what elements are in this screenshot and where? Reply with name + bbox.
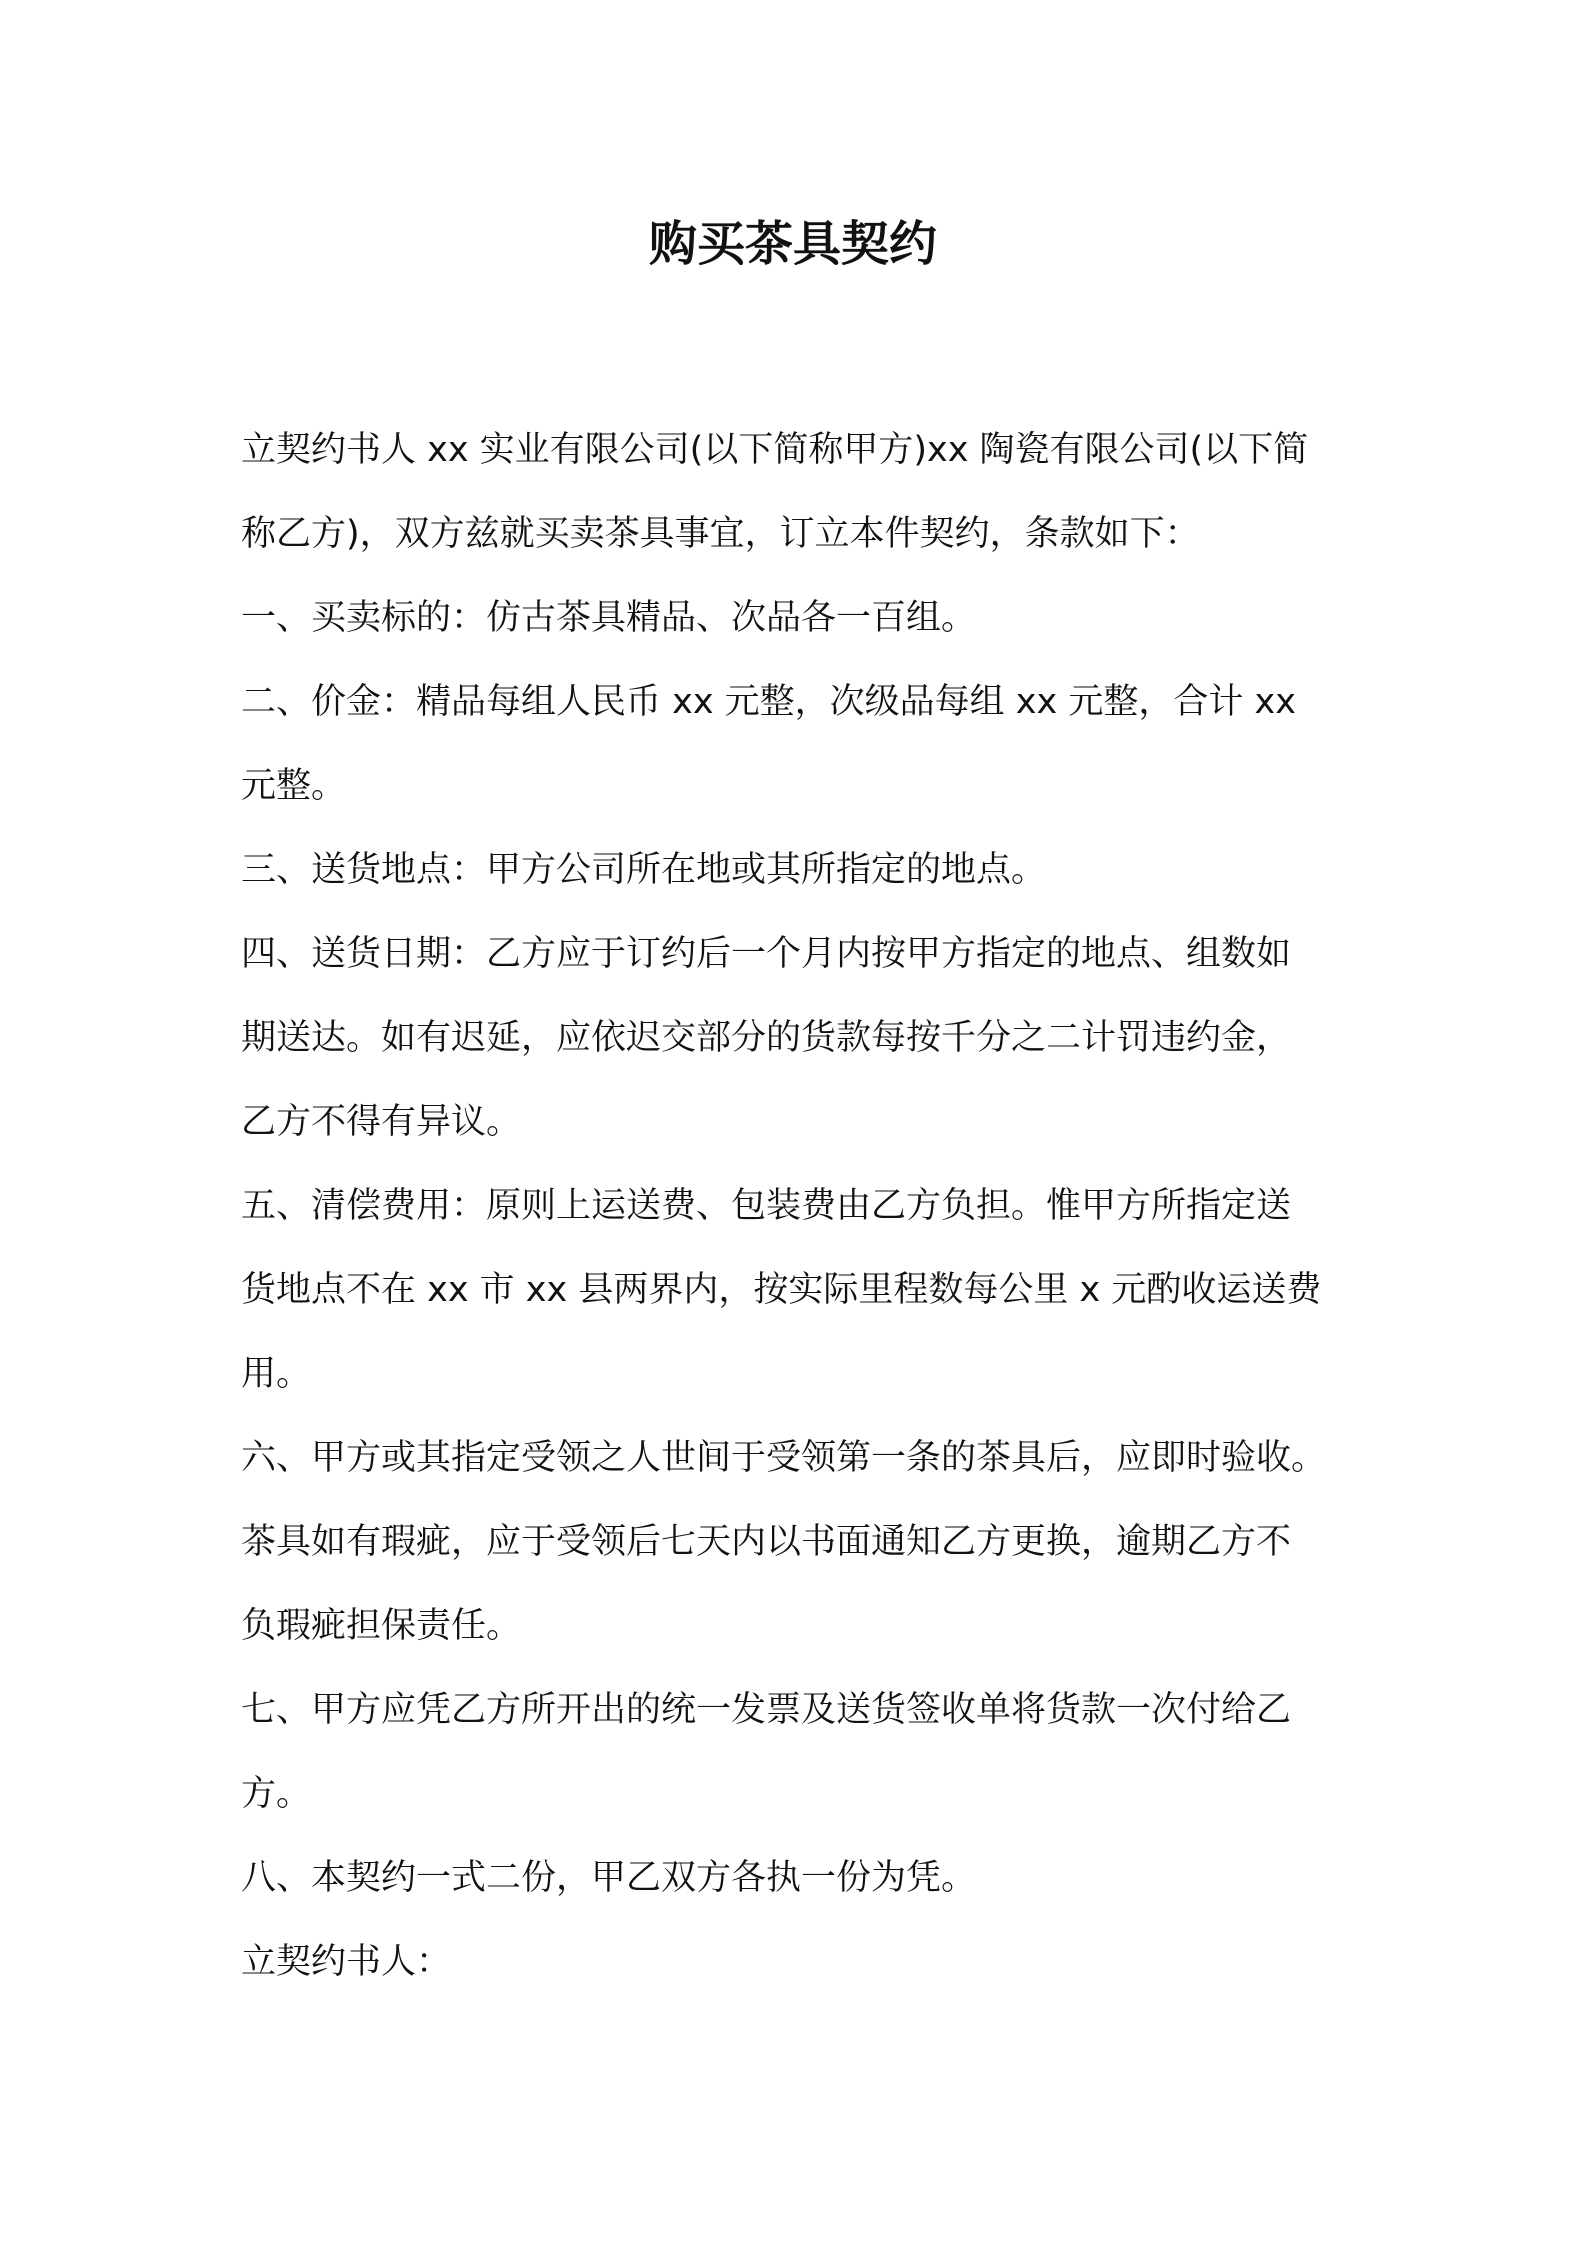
document-body: [241, 408, 1381, 2004]
text-line: 称乙方)，双方兹就买卖茶具事宜，订立本件契约，条款如下：: [241, 514, 1200, 554]
document-title: 购买茶具契约: [648, 216, 937, 272]
text-line: 五、清偿费用：原则上运送费、包装费由乙方负担。惟甲方所指定送: [241, 1186, 1292, 1226]
text-line: 乙方不得有异议。: [241, 1102, 522, 1142]
paragraph-clause-7: [241, 1668, 1381, 1836]
text-line: 六、甲方或其指定受领之人世间于受领第一条的茶具后，应即时验收。: [241, 1438, 1327, 1478]
text-line: 负瑕疵担保责任。: [241, 1606, 522, 1646]
paragraph-clause-4: [241, 912, 1381, 1164]
text-line: 元整。: [241, 766, 347, 806]
paragraph-preamble: [241, 408, 1381, 576]
text-line: 四、送货日期：乙方应于订约后一个月内按甲方指定的地点、组数如: [241, 934, 1292, 974]
paragraph-signatory-label: [241, 1920, 1381, 2004]
text-line: 货地点不在 xx 市 xx 县两界内，按实际里程数每公里 x 元酌收运送费: [241, 1270, 1322, 1310]
paragraph-clause-6: [241, 1416, 1381, 1668]
text-line: 方。: [241, 1774, 312, 1814]
text-line: 立契约书人 xx 实业有限公司(以下简称甲方)xx 陶瓷有限公司(以下简: [241, 430, 1309, 470]
text-line: 八、本契约一式二份，甲乙双方各执一份为凭。: [241, 1858, 977, 1898]
paragraph-clause-1: [241, 576, 1381, 660]
text-line: 三、送货地点：甲方公司所在地或其所指定的地点。: [241, 850, 1047, 890]
text-line: 一、买卖标的：仿古茶具精品、次品各一百组。: [241, 598, 977, 638]
paragraph-clause-8: [241, 1836, 1381, 1920]
paragraph-clause-3: [241, 828, 1381, 912]
paragraph-clause-2: [241, 660, 1381, 828]
text-line: 期送达。如有迟延，应依迟交部分的货款每按千分之二计罚违约金，: [241, 1018, 1292, 1058]
text-line: 茶具如有瑕疵，应于受领后七天内以书面通知乙方更换，逾期乙方不: [241, 1522, 1292, 1562]
text-line: 七、甲方应凭乙方所开出的统一发票及送货签收单将货款一次付给乙: [241, 1690, 1292, 1730]
text-line: 二、价金：精品每组人民币 xx 元整，次级品每组 xx 元整，合计 xx: [241, 682, 1296, 722]
paragraph-clause-5: [241, 1164, 1381, 1416]
text-line: 立契约书人：: [241, 1942, 452, 1982]
text-line: 用。: [241, 1354, 312, 1394]
